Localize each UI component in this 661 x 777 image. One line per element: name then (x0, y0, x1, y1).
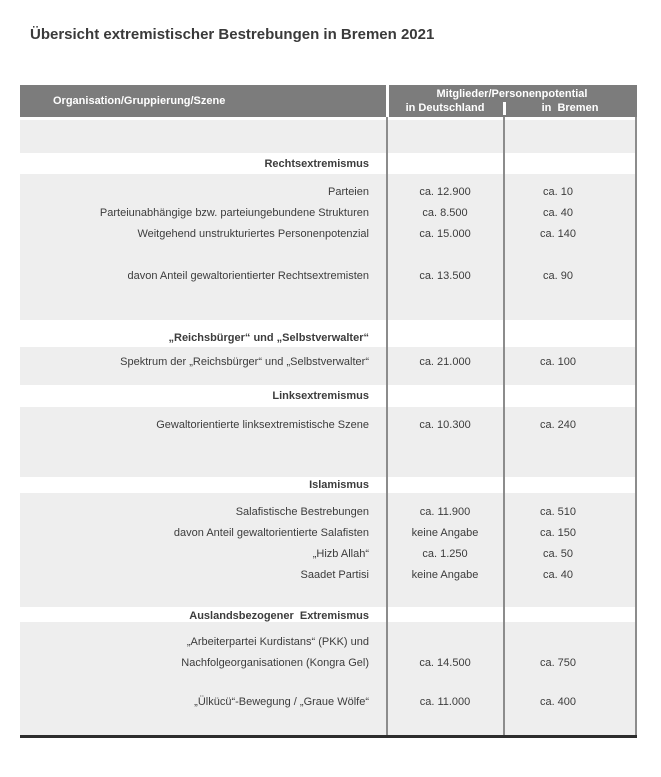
value-deutschland: ca. 15.000 (419, 227, 471, 240)
section-header-islamismus (20, 477, 637, 493)
table-row (20, 543, 637, 564)
value-bremen: ca. 240 (539, 418, 577, 431)
section-block-auslandsbezogener-extremismus (20, 622, 637, 735)
table-row (20, 223, 637, 244)
table-row (20, 564, 637, 585)
row-label: „Hizb Allah“ (312, 547, 369, 560)
value-deutschland: ca. 14.500 (419, 656, 471, 669)
section-block-reichsbuerger (20, 347, 637, 385)
header-subrow (387, 101, 637, 115)
value-bremen: ca. 400 (539, 695, 577, 708)
section-block-rechtsextremismus (20, 174, 637, 320)
value-bremen: ca. 510 (539, 505, 577, 518)
page-title: Übersicht extremistischer Bestrebungen in Bremen 2021 (30, 26, 435, 43)
value-deutschland: keine Angabe (411, 526, 479, 539)
row-label: „Ülkücü“-Bewegung / „Graue Wölfe“ (194, 695, 369, 708)
row-label: Salafistische Bestrebungen (235, 505, 369, 518)
grid-line-right (635, 117, 637, 735)
row-label: Nachfolgeorganisationen (Kongra Gel) (181, 656, 369, 669)
value-deutschland: ca. 13.500 (419, 269, 471, 282)
extremism-overview-table (20, 85, 637, 738)
grid-line-col1 (386, 117, 388, 735)
row-label: davon Anteil gewaltorientierte Salafisten (173, 526, 369, 539)
header-members-group (387, 85, 637, 117)
row-label: Weitgehend unstrukturiertes Personenpotenzial (137, 227, 369, 240)
table-body (20, 117, 637, 738)
table-row (20, 501, 637, 522)
value-deutschland: ca. 11.000 (419, 695, 471, 708)
value-bremen: ca. 90 (543, 269, 573, 282)
row-label: Parteien (328, 185, 369, 198)
section-title: Linksextremismus (272, 390, 369, 402)
section-header-linksextremismus (20, 385, 637, 407)
value-deutschland: ca. 11.900 (419, 505, 471, 518)
value-deutschland: ca. 8.500 (422, 206, 468, 219)
value-deutschland: keine Angabe (411, 568, 479, 581)
row-label: Spektrum der „Reichsbürger“ und „Selbstverwalter“ (120, 355, 369, 368)
row-label: „Arbeiterpartei Kurdistans“ (PKK) und (186, 636, 369, 648)
value-bremen: ca. 40 (543, 568, 573, 581)
header-organisation: Organisation/Gruppierung/Szene (53, 95, 226, 107)
table-row (20, 414, 637, 435)
section-block-linksextremismus (20, 407, 637, 477)
table-row (20, 632, 637, 652)
value-deutschland: ca. 21.000 (419, 355, 471, 368)
value-bremen: ca. 100 (539, 355, 577, 368)
section-title: Auslandsbezogener Extremismus (189, 610, 369, 622)
table-row (20, 181, 637, 202)
table-row (20, 265, 637, 286)
value-deutschland: ca. 12.900 (419, 185, 471, 198)
header-col-deutschland: in Deutschland (405, 102, 485, 114)
row-label: Saadet Partisi (300, 568, 369, 581)
row-label: davon Anteil gewaltorientierter Rechtsextremisten (127, 269, 369, 282)
value-bremen: ca. 750 (539, 656, 577, 669)
section-header-auslandsbezogener-extremismus (20, 607, 637, 622)
section-header-rechtsextremismus (20, 153, 637, 174)
grid-line-col2 (503, 117, 505, 735)
section-title: „Reichsbürger“ und „Selbstverwalter“ (168, 332, 369, 344)
row-label: Parteiunabhängige bzw. parteiungebundene Strukturen (99, 206, 369, 219)
table-row (20, 652, 637, 673)
row-label: Gewaltorientierte linksextremistische Szene (156, 418, 369, 431)
table-row (20, 691, 637, 712)
value-bremen: ca. 10 (543, 185, 573, 198)
table-row (20, 351, 637, 372)
value-bremen: ca. 150 (539, 526, 577, 539)
value-bremen: ca. 50 (543, 547, 573, 560)
section-header-reichsbuerger (20, 320, 637, 347)
value-deutschland: ca. 1.250 (422, 547, 468, 560)
table-row (20, 202, 637, 223)
value-deutschland: ca. 10.300 (419, 418, 471, 431)
table-row (20, 522, 637, 543)
section-title: Rechtsextremismus (264, 157, 369, 170)
header-divider-sub (503, 102, 506, 115)
value-bremen: ca. 140 (539, 227, 577, 240)
header-members-label: Mitglieder/Personenpotential (436, 88, 588, 100)
header-divider-main (386, 85, 389, 117)
section-block-islamismus (20, 493, 637, 607)
header-col-bremen: in Bremen (541, 102, 599, 114)
value-bremen: ca. 40 (543, 206, 573, 219)
table-header-row (20, 85, 637, 117)
section-title: Islamismus (309, 479, 369, 491)
empty-row-block (20, 120, 637, 153)
